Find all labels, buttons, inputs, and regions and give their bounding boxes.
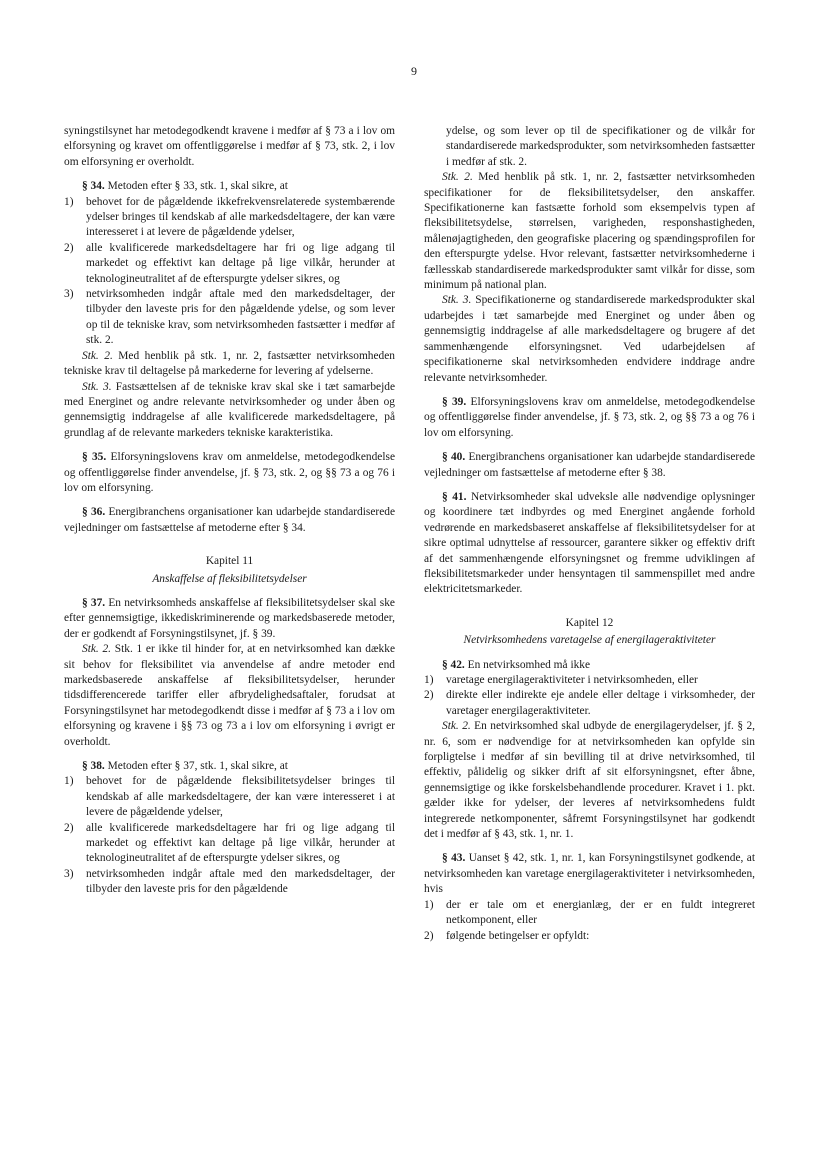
chapter-11-title: Anskaffelse af fleksibilitetsydelser — [152, 572, 307, 585]
list-item: 2) alle kvalificerede markedsdeltagere har fri og lige adgang til markedet og effektivt kan deltage på lige vilkår, herunder at teknologineutralitet af de efterspurgte ydelser sikres, og — [64, 821, 395, 865]
continued-list-item: ydelse, og som lever op til de specifikationer og de vilkår for standardiserede markedsprodukter, som netvirksomheden fastsætter i medfør af stk. 2. — [446, 125, 755, 168]
section-41: § 41. Netvirksomheder skal udveksle alle nødvendige oplysninger og koordinere tæt indbyrdes og med Energinet angående forhold vedrørende en markedsbaseret anskaffelse af fleksibilitetsydelser for at sikre optimal udnyttelse af ressourcer, garantere sikker og effektiv drift af det sammenhængende elforsyningsnet og fremme udviklingen af fleksibilitetsmarkeder under hensyntagen til sammenspillet med andre elektricitetsmarkeder. — [424, 490, 756, 596]
right-column — [424, 124, 755, 944]
section-42: § 42. En netvirksomhed må ikke — [442, 658, 591, 671]
page-number: 9 — [411, 64, 417, 78]
list-item: 2) direkte eller indirekte eje andele eller deltage i virksomheder, der varetager energilageraktiviteter. — [424, 689, 755, 717]
section-38: § 38. Metoden efter § 37, stk. 1, skal sikre, at — [82, 760, 288, 773]
list-item: 1) der er tale om et energianlæg, der er en fuldt integreret netkomponent, eller — [424, 898, 755, 927]
left-column — [64, 124, 395, 898]
section-39: § 39. Elforsyningslovens krav om anmeldelse, metodegodkendelse og offentliggørelse finder anvendelse, jf. § 73, stk. 2, og §§ 73 a og 76 i lov om elforsyning. — [424, 395, 755, 439]
section-42-stk2: Stk. 2. En netvirksomhed skal udbyde de energilagerydelser, jf. § 2, nr. 6, som er nødvendige for at netvirksomheden kan opfylde sin forpligtelse i medfør af sin bevilling til at drive netvirksomhed, til effektiv, pålidelig og sikker drift af sit elforsyningsnet, efter åbne, gennemsigtige og ikke forskelsbehandlende procedurer. Kravet i 1. pkt. gælder ikke for ydelser, der leveres af netvirksomhedens fuldt integrerede netkomponenter, såfremt Forsyningstilsynet har godkendt det i medfør af § 43, stk. 1, nr. 1. — [424, 720, 755, 841]
list-item: 3) netvirksomheden indgår aftale med den markedsdeltager, der tilbyder den laveste pris for den pågældende ydelse, og som lever op til de tekniske krav, som netvirksomheden fastsætter i medfør af stk. 2. — [64, 288, 395, 347]
chapter-12-title: Netvirksomhedens varetagelse af energilageraktiviteter — [463, 634, 716, 647]
list-item: 1) behovet for de pågældende fleksibilitetsydelser bringes til kendskab af alle markedsdeltagere, der kan være interesseret i at levere de pågældende ydelser, — [64, 775, 395, 819]
list-item: 2) følgende betingelser er opfyldt: — [424, 929, 590, 942]
section-38-stk2: Stk. 2. Med henblik på stk. 1, nr. 2, fastsætter netvirksomheden specifikationer for de fleksibilitetsydelser, den anskaffer. Specifikationerne kan fastsætte forhold som eksempelvis typen af fleksibilitetsydelse, størrelsen, varigheden, responshastigheden, målenøjagtigheden, den geografiske placering og spændingsprofilen for den efterspurgte ydelse. Hvor relevant, fastsætter netvirksomhederne i fællesskab standardiserede markedsprodukter samt vilkår for disse, som minimum på national plan. — [424, 171, 755, 292]
section-40: § 40. Energibranchens organisationer kan udarbejde standardiserede vejledninger om fastsættelse af metoderne efter § 38. — [424, 451, 755, 479]
section-37: § 37. En netvirksomheds anskaffelse af fleksibilitetsydelser skal ske efter gennemsigtige, ikkediskriminerende og markedsbaserede metoder, der er godkendt af Forsyningstilsynet, jf. § 39. — [64, 596, 395, 640]
section-34: § 34. Metoden efter § 33, stk. 1, skal sikre, at — [82, 180, 288, 193]
list-item: 2) alle kvalificerede markedsdeltagere har fri og lige adgang til markedet og effektivt kan deltage på lige vilkår, herunder at teknologineutralitet af de efterspurgte ydelser sikres, og — [64, 241, 395, 285]
chapter-11-label: Kapitel 11 — [205, 555, 254, 568]
section-43: § 43. Uanset § 42, stk. 1, nr. 1, kan Forsyningstilsynet godkende, at netvirksomheden kan varetage energilageraktiviteter i netvirksomheden, hvis — [424, 852, 756, 896]
section-34-stk3: Stk. 3. Fastsættelsen af de tekniske krav skal ske i tæt samarbejde med Energinet og andre relevante netvirksomheder og under åben og gennemsigtig inddragelse af alle kvalificerede markedsdeltagere, på grundlag af de relevante markeders tekniske karakteristika. — [64, 380, 396, 439]
list-item: 3) netvirksomheden indgår aftale med den markedsdeltager, der tilbyder den laveste pris for den pågældende — [64, 867, 395, 896]
section-37-stk2: Stk. 2. Stk. 1 er ikke til hinder for, at en netvirksomhed kan dække sit behov for fleksibilitet via anvendelse af andre metoder end markedsbaserede anskaffelse af fleksibilitetsydelser, herunder tidsdifferencerede tariffer eller afbrydelighedsaftaler, forudsat at Forsyningstilsynet har metodegodkendt disse i medfør af § 73 a i lov om elforsyning og kravene i §§ 73 og 73 a i lov om elforsyning i øvrigt er overholdt. — [64, 643, 395, 748]
list-item: 1) behovet for de pågældende ikkefrekvensrelaterede systembærende ydelser bringes til kendskab af alle markedsdeltagere, der kan være interesseret i at levere de pågældende ydelser, — [64, 195, 395, 239]
section-35: § 35. Elforsyningslovens krav om anmeldelse, metodegodkendelse og offentliggørelse finder anvendelse, jf. § 73, stk. 2, og §§ 73 a og 76 i lov om elforsyning. — [64, 451, 395, 494]
section-38-stk3: Stk. 3. Specifikationerne og standardiserede markedsprodukter skal udarbejdes i tæt samarbejde med Energinet og under åben og gennemsigtig inddragelse af alle markedsdeltagere og brugere af det sammenhængende elforsyningsnet. Ved udarbejdelsen af specifikationerne skal netvirksomheden endvidere inddrage andre relevante netvirksomheder. — [424, 294, 755, 384]
continued-paragraph: syningstilsynet har metodegodkendt kravene i medfør af § 73 a i lov om elforsyning og kravet om offentliggørelse i medfør af § 73, stk. 2, i lov om elforsyning er overholdt. — [64, 125, 395, 168]
list-item: 1) varetage energilageraktiviteter i netvirksomheden, eller — [424, 674, 698, 686]
section-34-stk2: Stk. 2. Med henblik på stk. 1, nr. 2, fastsætter netvirksomheden tekniske krav til deltagelse på markederne for levering af ydelserne. — [64, 349, 395, 378]
section-36: § 36. Energibranchens organisationer kan udarbejde standardiserede vejledninger om fastsættelse af metoderne efter § 34. — [64, 506, 395, 534]
chapter-12-label: Kapitel 12 — [565, 616, 614, 629]
